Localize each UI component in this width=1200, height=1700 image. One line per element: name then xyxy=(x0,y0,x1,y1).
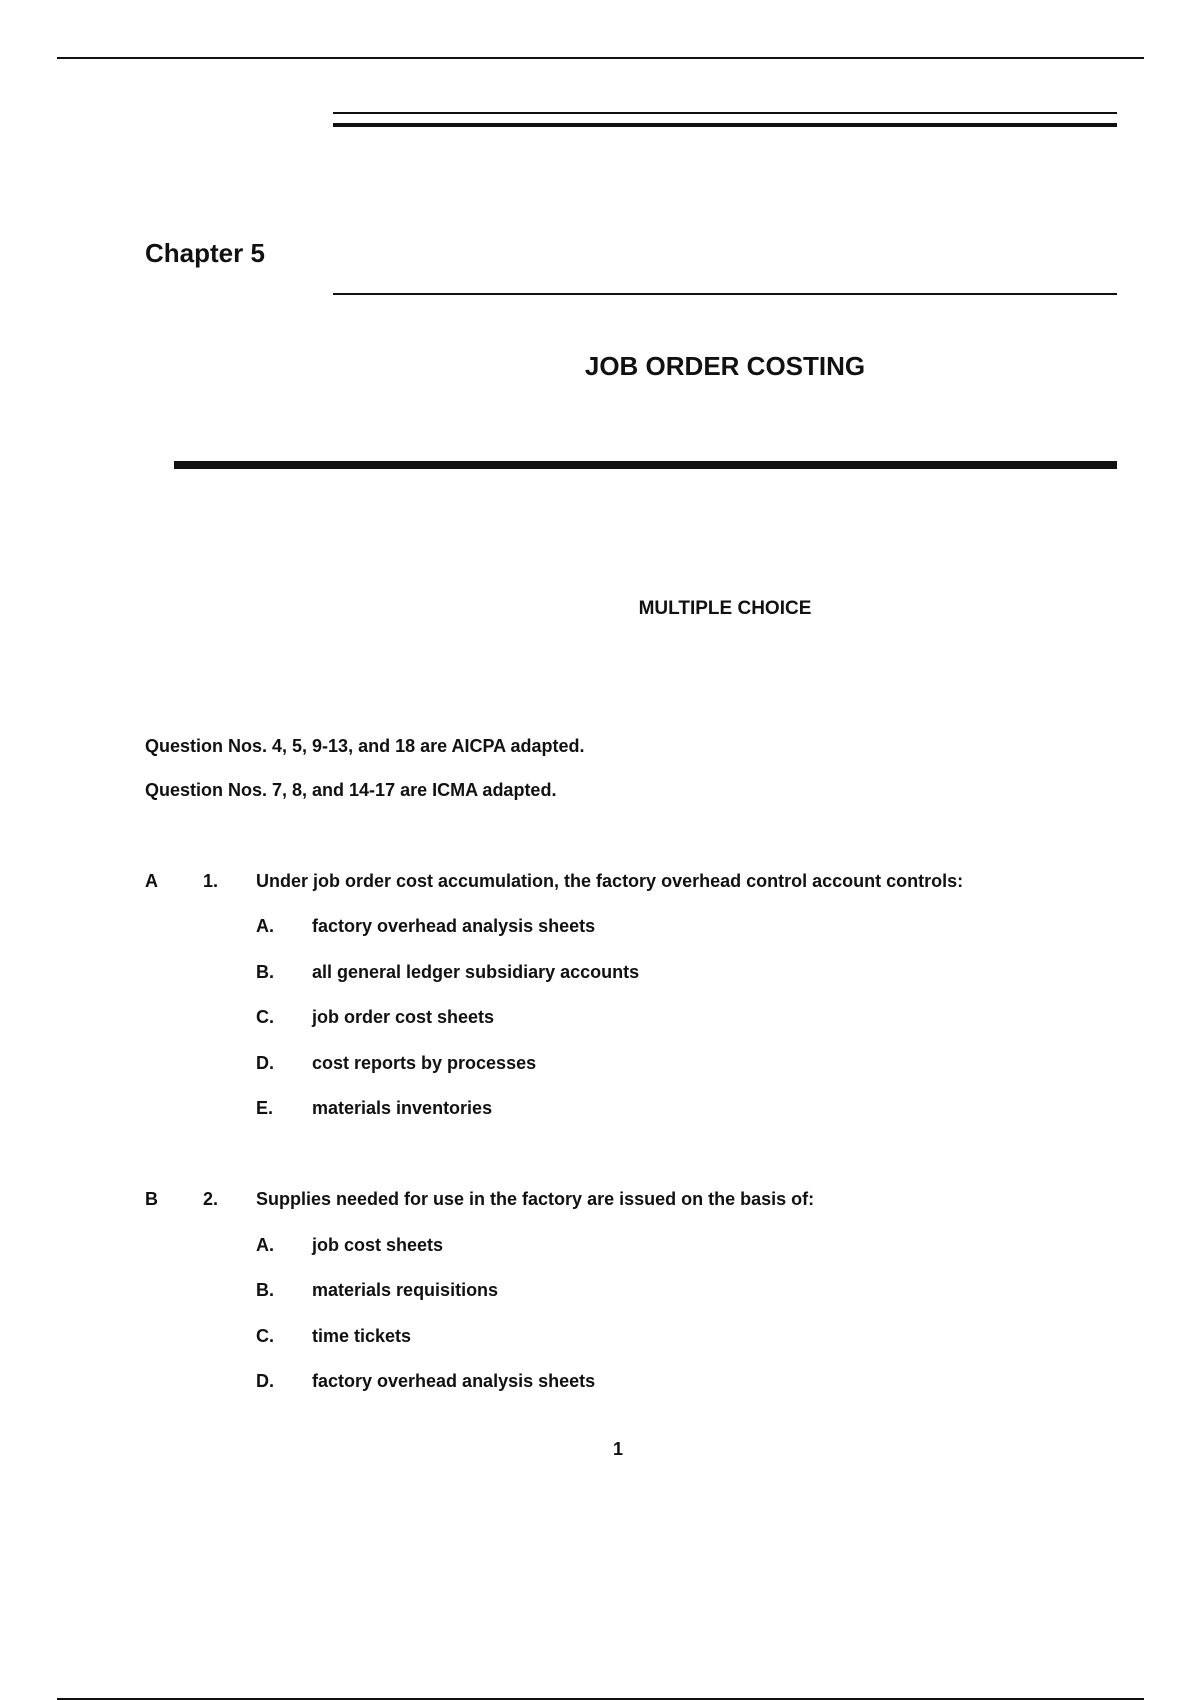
option-letter: D. xyxy=(256,1053,274,1073)
answer-key: B xyxy=(145,1189,158,1209)
option-letter: E. xyxy=(256,1098,274,1118)
header-rule-thin xyxy=(333,112,1117,114)
option-letter: D. xyxy=(256,1371,274,1391)
option-letter: B. xyxy=(256,962,274,982)
option-text: materials inventories xyxy=(312,1098,493,1118)
header-rule-thick xyxy=(333,123,1117,127)
option-letter: A. xyxy=(256,916,274,936)
page-top-rule xyxy=(57,57,1144,59)
chapter-label: Chapter 5 xyxy=(145,238,265,268)
option-text: time tickets xyxy=(312,1326,412,1346)
chapter-rule xyxy=(333,293,1117,295)
page-bottom-rule xyxy=(57,1698,1144,1700)
option-letter: C. xyxy=(256,1007,274,1027)
question-stem: Under job order cost accumulation, the factory overhead control account controls: xyxy=(256,871,964,891)
question-number: 2. xyxy=(203,1189,219,1209)
option-text: factory overhead analysis sheets xyxy=(312,1371,596,1391)
option-letter: B. xyxy=(256,1280,274,1300)
option-text: cost reports by processes xyxy=(312,1053,537,1073)
option-text: factory overhead analysis sheets xyxy=(312,916,596,936)
section-heading: MULTIPLE CHOICE xyxy=(638,598,812,619)
page-number: 1 xyxy=(612,1439,623,1459)
option-letter: C. xyxy=(256,1326,274,1346)
question-number: 1. xyxy=(203,871,219,891)
title-rule-bold xyxy=(174,461,1117,469)
option-letter: A. xyxy=(256,1235,274,1255)
question-stem: Supplies needed for use in the factory are issued on the basis of: xyxy=(256,1189,815,1209)
chapter-title: JOB ORDER COSTING xyxy=(584,351,866,381)
answer-key: A xyxy=(145,871,158,891)
option-text: materials requisitions xyxy=(312,1280,499,1300)
option-text: job order cost sheets xyxy=(312,1007,495,1027)
note-icma: Question Nos. 7, 8, and 14-17 are ICMA adapted. xyxy=(145,780,557,800)
option-text: all general ledger subsidiary accounts xyxy=(312,962,640,982)
note-aicpa: Question Nos. 4, 5, 9-13, and 18 are AICPA adapted. xyxy=(145,736,585,756)
option-text: job cost sheets xyxy=(312,1235,444,1255)
